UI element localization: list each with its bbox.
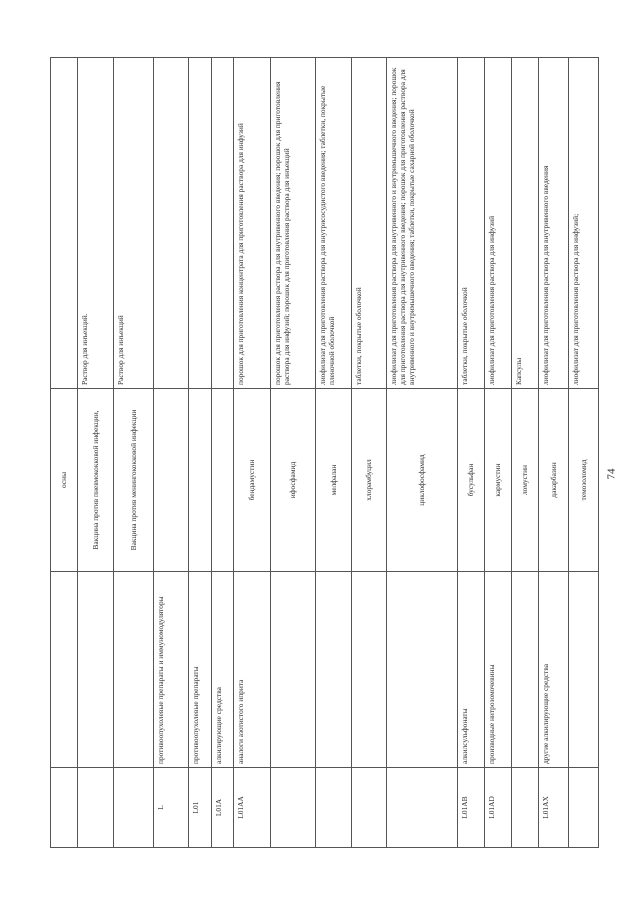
group-cell xyxy=(512,572,539,768)
atc-code-cell: L01AA xyxy=(234,768,271,848)
table-row xyxy=(189,58,212,848)
table-row xyxy=(114,58,154,848)
table-row xyxy=(512,58,539,848)
group-cell xyxy=(316,572,352,768)
atc-code-cell: L01A xyxy=(212,768,234,848)
dosage-form-cell: лиофилизат для приготовления раствора для внутривенного введения xyxy=(539,58,569,389)
drug-cell: темозоломид xyxy=(569,389,599,572)
atc-code-cell: L01AD xyxy=(485,768,512,848)
group-cell xyxy=(78,572,114,768)
table-row xyxy=(387,58,458,848)
table-row xyxy=(539,58,569,848)
table-row xyxy=(234,58,271,848)
dosage-form-cell: Капсулы xyxy=(512,58,539,389)
dosage-form-cell: лиофилизат для приготовления раствора для внутрисосудистого введения; таблетки, покрытые пленочной оболочкой xyxy=(316,58,352,389)
drug-cell xyxy=(154,389,189,572)
group-cell xyxy=(352,572,387,768)
group-cell xyxy=(271,572,316,768)
group-cell: противоопухолевые препараты xyxy=(189,572,212,768)
group-cell xyxy=(114,572,154,768)
group-cell xyxy=(387,572,458,768)
atc-code-cell xyxy=(114,768,154,848)
drug-cell: Вакцина против менингококковой инфекции xyxy=(114,389,154,572)
dosage-form-cell xyxy=(154,58,189,389)
table-row xyxy=(569,58,599,848)
drug-cell xyxy=(212,389,234,572)
group-cell: производные нитрозомочевины xyxy=(485,572,512,768)
page-number: 74 xyxy=(605,468,618,480)
atc-code-cell xyxy=(569,768,599,848)
drug-cell: осны xyxy=(51,389,78,572)
dosage-form-cell: лиофилизат для приготовления раствора для внутривенного и внутримышечного введения; порошок для приготовления раствора для внутривенного введения; порошок для приготовления раствора для внутривенного и внутримышечного введения; таблетки, покрытые сахарной оболочкой xyxy=(387,58,458,389)
table-row xyxy=(154,58,189,848)
rotated-table-container xyxy=(50,58,602,848)
drug-cell: циклофосфамид xyxy=(387,389,458,572)
dosage-form-cell: лиофилизат для приготовления раствора для инфузий xyxy=(485,58,512,389)
table-row xyxy=(78,58,114,848)
drug-cell: бендамустин xyxy=(234,389,271,572)
group-cell: противоопухолевые препараты и иммуномодуляторы xyxy=(154,572,189,768)
table-row xyxy=(352,58,387,848)
dosage-form-cell xyxy=(189,58,212,389)
dosage-form-cell: порошок для приготовления раствора для внутривенного введения; порошок для приготовления раствора для инфузий; порошок для приготовления раствора для инъекций xyxy=(271,58,316,389)
dosage-form-cell: Раствор для инъекций. xyxy=(78,58,114,389)
atc-code-cell xyxy=(352,768,387,848)
dosage-form-cell: лиофилизат для приготовления раствора для инфузий; xyxy=(569,58,599,389)
atc-code-cell: L xyxy=(154,768,189,848)
drug-cell: Вакцина против пневмококковой инфекции, xyxy=(78,389,114,572)
atc-code-cell xyxy=(78,768,114,848)
dosage-form-cell: Раствор для инъекций xyxy=(114,58,154,389)
drug-cell: ломустин xyxy=(512,389,539,572)
dosage-form-cell: порошок для приготовления концентрата для приготовления раствора для инфузий xyxy=(234,58,271,389)
drug-cell: кармустин xyxy=(485,389,512,572)
table-row xyxy=(485,58,512,848)
group-cell: алкилирующие средства xyxy=(212,572,234,768)
drug-cell xyxy=(189,389,212,572)
table-row xyxy=(51,58,78,848)
atc-code-cell: L01 xyxy=(189,768,212,848)
atc-code-cell: L01AX xyxy=(539,768,569,848)
group-cell: алкилсульфонаты xyxy=(458,572,485,768)
table-row xyxy=(458,58,485,848)
atc-code-cell xyxy=(271,768,316,848)
atc-code-cell: L01AB xyxy=(458,768,485,848)
dosage-form-cell xyxy=(51,58,78,389)
drug-cell: хлорамбуцил xyxy=(352,389,387,572)
group-cell xyxy=(51,572,78,768)
atc-code-cell xyxy=(387,768,458,848)
atc-code-cell xyxy=(51,768,78,848)
medicines-table xyxy=(50,57,599,848)
drug-cell: мелфалан xyxy=(316,389,352,572)
dosage-form-cell xyxy=(212,58,234,389)
table-row xyxy=(271,58,316,848)
group-cell xyxy=(569,572,599,768)
atc-code-cell xyxy=(316,768,352,848)
drug-cell: дакарбазин xyxy=(539,389,569,572)
drug-cell: бусульфан xyxy=(458,389,485,572)
dosage-form-cell: таблетки, покрытые оболочкой xyxy=(352,58,387,389)
dosage-form-cell: таблетки, покрытые оболочкой xyxy=(458,58,485,389)
group-cell: аналоги азотистого иприта xyxy=(234,572,271,768)
group-cell: другие алкилирующие средства xyxy=(539,572,569,768)
table-row xyxy=(212,58,234,848)
atc-code-cell xyxy=(512,768,539,848)
table-row xyxy=(316,58,352,848)
drug-cell: ифосфамид xyxy=(271,389,316,572)
